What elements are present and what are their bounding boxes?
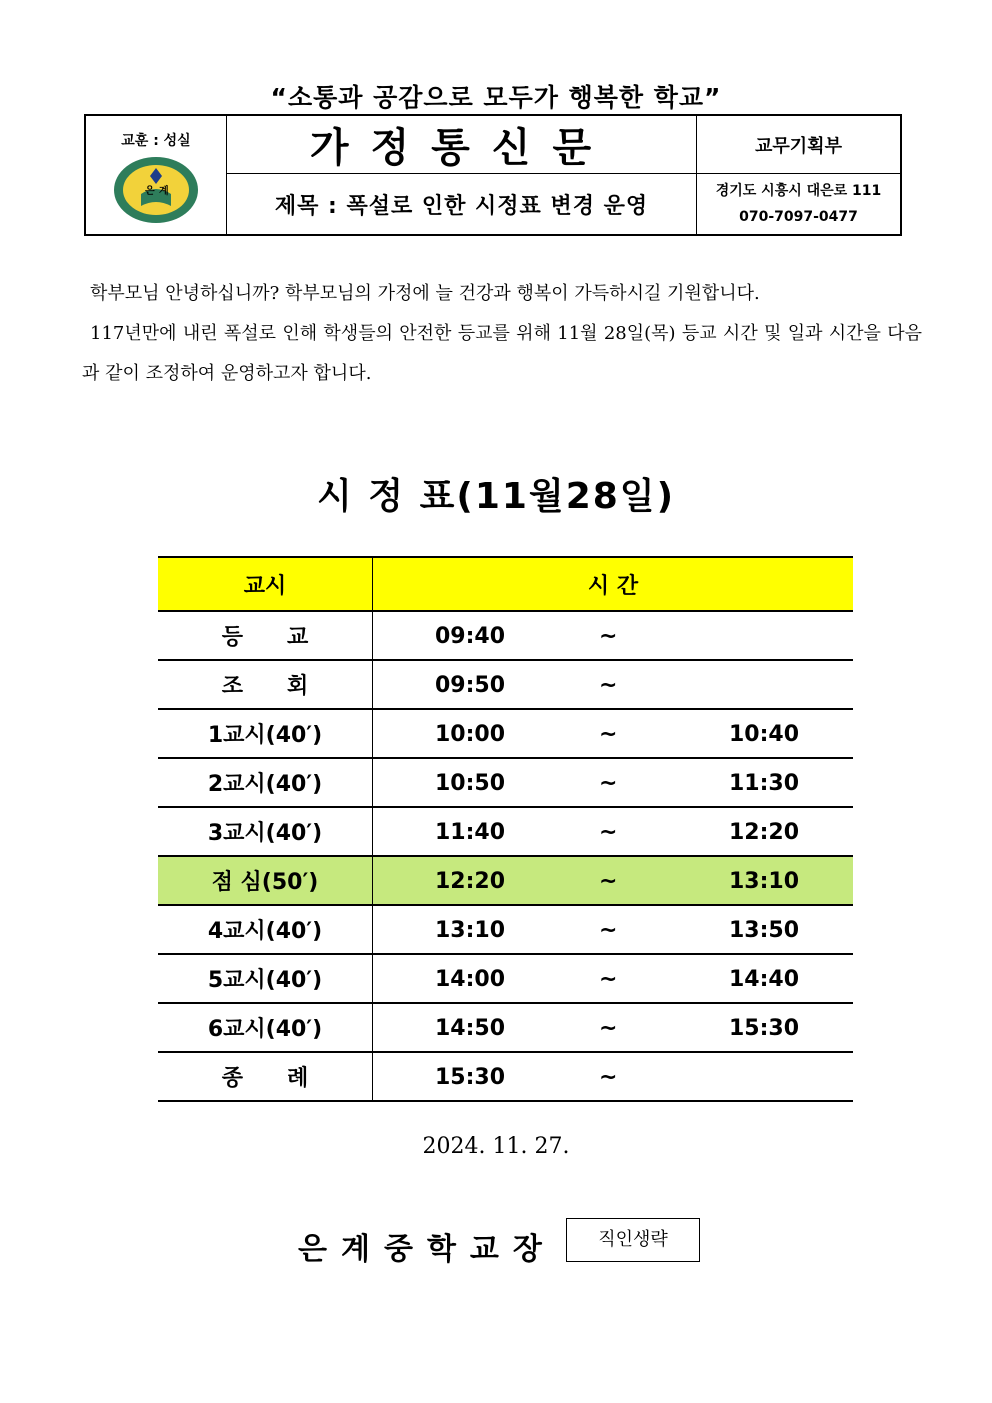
start-time: 14:00 — [435, 967, 506, 992]
period-label: 4교시(40′) — [158, 905, 373, 954]
principal-signature: 은계중학교장 — [298, 1232, 556, 1267]
time-separator: ~ — [599, 673, 618, 698]
time-cell — [373, 954, 854, 1003]
table-row — [158, 709, 853, 758]
time-header: 시 간 — [373, 557, 854, 611]
start-time: 15:30 — [435, 1065, 506, 1090]
table-row — [158, 660, 853, 709]
end-time: 15:30 — [729, 1016, 800, 1041]
letter-body — [82, 274, 922, 394]
schedule-title: 시 정 표(11월28일) — [316, 476, 676, 517]
header-table — [84, 114, 902, 236]
start-time: 11:40 — [435, 820, 506, 845]
period-header: 교시 — [158, 557, 373, 611]
period-label: 3교시(40′) — [158, 807, 373, 856]
department: 교무기획부 — [697, 115, 902, 174]
period-label: 2교시(40′) — [158, 758, 373, 807]
period-label: 5교시(40′) — [158, 954, 373, 1003]
time-separator: ~ — [599, 1065, 618, 1090]
period-label: 1교시(40′) — [158, 709, 373, 758]
motto-logo-cell — [85, 115, 227, 235]
seal-omitted-box: 직인생략 — [566, 1218, 700, 1262]
time-cell — [373, 611, 854, 660]
school-address: 경기도 시흥시 대은로 111 — [715, 183, 882, 199]
schedule-header-row — [158, 557, 853, 611]
time-separator: ~ — [599, 1016, 618, 1041]
time-cell — [373, 709, 854, 758]
lunch-row — [158, 856, 853, 905]
contact-cell — [697, 174, 902, 236]
time-cell — [373, 660, 854, 709]
end-time: 10:40 — [729, 722, 800, 747]
schedule-table — [158, 556, 853, 1102]
time-separator: ~ — [599, 869, 618, 894]
time-separator: ~ — [599, 820, 618, 845]
table-row — [158, 611, 853, 660]
start-time: 10:00 — [435, 722, 506, 747]
notice-paragraph: 117년만에 내린 폭설로 인해 학생들의 안전한 등교를 위해 11월 28일(목) 등교 시간 및 일과 시간을 다음과 같이 조정하여 운영하고자 합니다. — [82, 323, 922, 384]
time-cell — [373, 1052, 854, 1101]
start-time: 09:50 — [435, 673, 506, 698]
start-time: 09:40 — [435, 624, 506, 649]
table-row — [158, 1003, 853, 1052]
school-emblem-icon — [111, 154, 201, 226]
greeting-paragraph: 학부모님 안녕하십니까? 학부모님의 가정에 늘 건강과 행복이 가득하시길 기원합니다. — [90, 283, 760, 304]
table-row — [158, 1052, 853, 1101]
time-cell — [373, 1003, 854, 1052]
time-separator: ~ — [599, 918, 618, 943]
start-time: 12:20 — [435, 869, 506, 894]
start-time: 10:50 — [435, 771, 506, 796]
period-label: 등 교 — [158, 611, 373, 660]
end-time: 13:10 — [729, 869, 800, 894]
table-row — [158, 758, 853, 807]
time-cell — [373, 807, 854, 856]
end-time: 13:50 — [729, 918, 800, 943]
start-time: 13:10 — [435, 918, 506, 943]
end-time: 14:40 — [729, 967, 800, 992]
time-cell — [373, 856, 854, 905]
start-time: 14:50 — [435, 1016, 506, 1041]
time-cell — [373, 758, 854, 807]
subject-line: 제목 : 폭설로 인한 시정표 변경 운영 — [227, 174, 697, 236]
school-slogan: “소통과 공감으로 모두가 행복한 학교” — [270, 83, 722, 112]
table-row — [158, 807, 853, 856]
period-label: 조 회 — [158, 660, 373, 709]
end-time: 12:20 — [729, 820, 800, 845]
time-separator: ~ — [599, 722, 618, 747]
time-separator: ~ — [599, 624, 618, 649]
period-label: 점 심(50′) — [158, 856, 373, 905]
period-label: 6교시(40′) — [158, 1003, 373, 1052]
school-motto: 교훈 : 성실 — [121, 133, 191, 149]
logo-left-char: 은 — [145, 186, 155, 197]
table-row — [158, 954, 853, 1003]
time-separator: ~ — [599, 967, 618, 992]
table-row — [158, 905, 853, 954]
logo-right-char: 계 — [159, 186, 169, 197]
period-label: 종 례 — [158, 1052, 373, 1101]
time-cell — [373, 905, 854, 954]
end-time: 11:30 — [729, 771, 800, 796]
school-phone: 070-7097-0477 — [739, 209, 858, 225]
document-title: 가정통신문 — [227, 115, 697, 174]
issue-date: 2024. 11. 27. — [422, 1134, 570, 1159]
time-separator: ~ — [599, 771, 618, 796]
